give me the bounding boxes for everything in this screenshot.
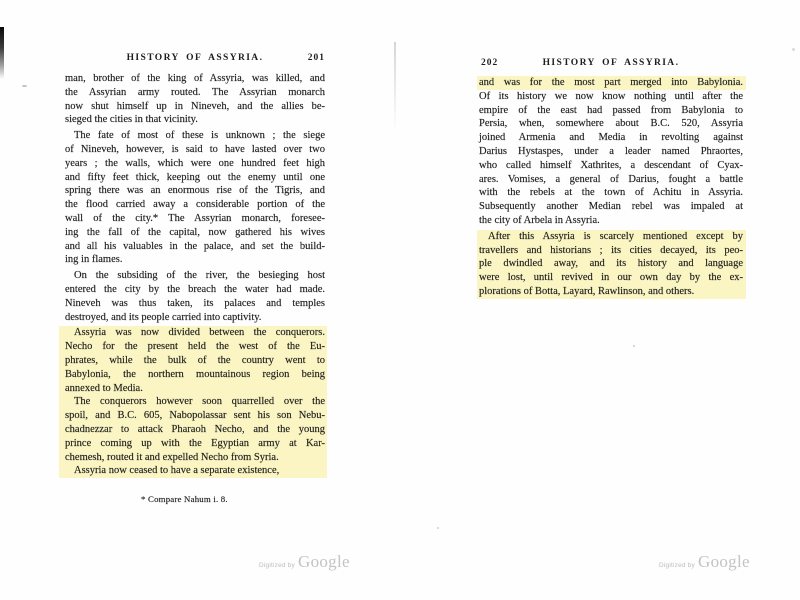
text-line: The conquerors however soon quarrelled over the [65,395,325,409]
text-line: The fate of most of these is unknown ; the siege [74,130,325,142]
text-line: destroyed, and its people carried into captivity. [65,311,262,323]
text-line: ing in flames. [65,254,123,266]
text-line: Nineveh was thus taken, its palaces and temples [65,297,325,309]
right-page [479,58,743,358]
text-line: the city of Arbela in Assyria. [479,214,600,226]
text-line: Subsequently another Median rebel was impaled at [479,201,743,213]
text-line: and fifty feet thick, keeping out the enemy until one [65,171,325,183]
text-line: empire of the east had passed from Babylonia to [479,104,743,116]
text-line: spoil, and B.C. 605, Nabopolassar sent his son Nebu- [65,410,325,422]
text-line: and was for the most part merged into Babylonia. [479,77,743,88]
left-page-header [65,53,325,65]
text-line: and all his valuables in the palace, and set the build- [65,240,325,252]
text-line: On the subsiding of the river, the besieging host [74,270,325,282]
text-line: Of its history we now know nothing until after the [479,90,743,102]
text-line: were lost, until revived in our own day by the ex- [479,272,743,284]
text-line: travellers and historians ; its cities decayed, its peo- [479,244,743,256]
page-number-201: 201 [307,53,325,63]
text-line: ple dwindled away, and its history and language [479,258,743,270]
text-line: of Nineveh, however, is said to have lasted over two [65,143,325,155]
text-line: Babylonia, the northern mountainous region being [65,368,325,380]
digitized-by-label: Digitized by [259,562,295,569]
text-line: now shut himself up in Nineveh, and the allies be- [65,100,325,112]
page-number-202: 202 [481,58,499,68]
right-page-header [479,58,743,70]
text-line: prince coming up with the Egyptian army at Kar- [65,437,325,449]
text-line: Assyria was now divided between the conquerors. [65,326,325,340]
text-line: sieged the cities in that vicinity. [65,114,198,126]
text-line: entered the city by the breach the water had made. [65,283,325,295]
text-line: with the rebels at the town of Achitu in Assyria. [479,187,743,199]
text-line: Assyria now ceased to have a separate existence, [65,464,325,478]
text-line: wall of the city.* The Assyrian monarch, foresee- [65,212,325,224]
left-page [65,53,325,533]
scan-speck [437,527,439,529]
google-logo: Google [298,552,350,571]
text-line: joined Armenia and Media in revolting against [479,132,743,144]
footnote: * Compare Nahum i. 8. [141,494,228,504]
scan-edge-artifact [0,27,4,79]
running-title: HISTORY OF ASSYRIA. [126,53,264,63]
text-line: the flood carried away a considerable portion of the [65,199,325,211]
left-page-text [65,72,325,478]
page-gutter-shadow [394,42,396,132]
text-line: ares. Vomises, a general of Darius, fought a battle [479,173,743,185]
text-line: the Assyrian army routed. The Assyrian monarch [65,86,325,98]
google-watermark [259,552,350,572]
digitized-by-label: Digitized by [659,562,695,569]
text-line: phrates, while the bulk of the country went to [65,354,325,366]
right-page-text [479,76,743,299]
scan-speck [22,85,27,87]
google-watermark [659,552,750,572]
text-line: chemesh, routed it and expelled Necho from Syria. [65,451,325,465]
text-line: annexed to Media. [65,382,325,396]
text-line: Darius Hystaspes, under a leader named Phraortes, [479,145,743,157]
running-title: HISTORY OF ASSYRIA. [542,58,680,68]
text-line: Necho for the present held the west of the Eu- [65,341,325,353]
google-logo: Google [698,552,750,571]
text-line: chadnezzar to attack Pharaoh Necho, and the young [65,423,325,435]
text-line: who called himself Xathrites, a descendant of Cyax- [479,159,743,171]
text-line: Persia, when, somewhere about B.C. 520, Assyria [479,118,743,130]
text-line: plorations of Botta, Layard, Rawlinson, and others. [479,285,743,299]
text-line: man, brother of the king of Assyria, was killed, and [65,73,325,84]
text-line: ing the fall of the capital, now gathered his wives [65,226,325,238]
scan-speck [792,48,795,51]
text-line: years ; the walls, which were one hundred feet high [65,157,325,169]
text-line: After this Assyria is scarcely mentioned except by [479,230,743,244]
text-line: spring there was an enormous rise of the Tigris, and [65,185,325,197]
